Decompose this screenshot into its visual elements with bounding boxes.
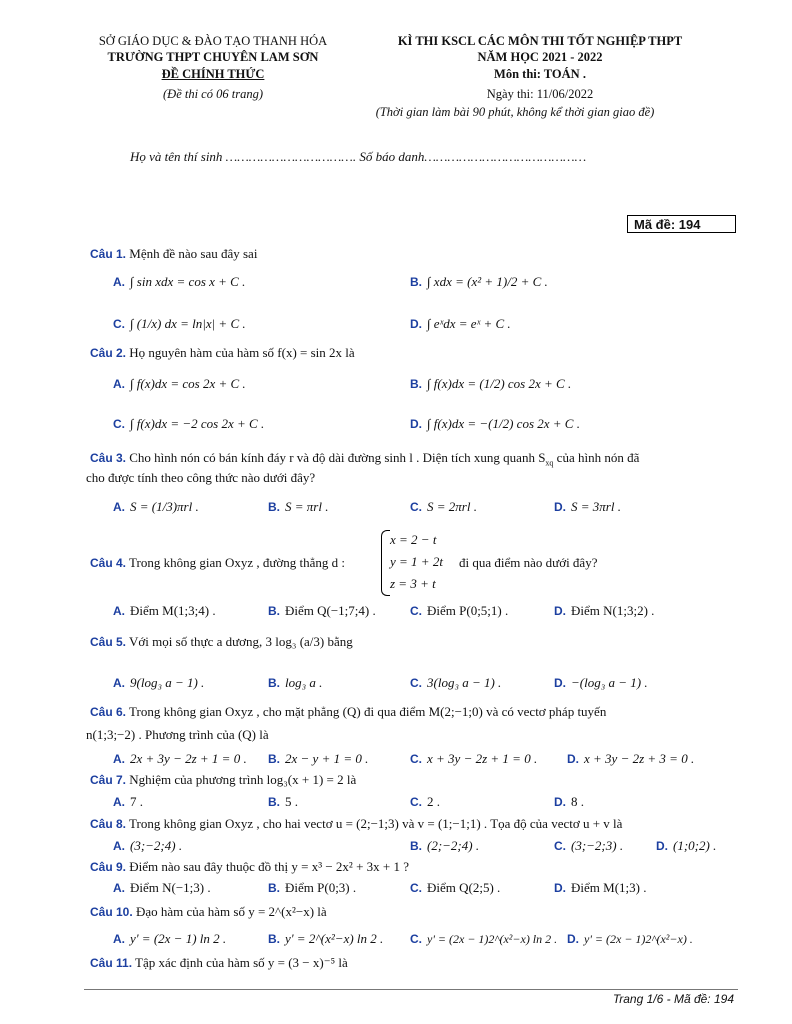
option-5a: A. 9(log₃ a − 1) . [113,675,205,690]
question-8: Câu 8. Trong không gian Oxyz , cho hai vectơ u = (2;−1;3) và v = (1;−1;1) . Tọa độ của vectơ u + v là [90,816,623,831]
option-10b: B. y' = 2^(x²−x) ln 2 . [268,931,384,946]
option-1a: A. ∫ sin xdx = cos x + C . [113,274,246,289]
option-6a: A. 2x + 3y − 2z + 1 = 0 . [113,751,247,766]
option-10a: A. y' = (2x − 1) ln 2 . [113,931,227,946]
exam-title: KÌ THI KSCL CÁC MÔN THI TỐT NGHIỆP THPT [397,34,683,48]
official-exam-label: ĐỀ CHÍNH THỨC [161,67,265,81]
option-1b: B. ∫ xdx = (x² + 1)/2 + C . [410,274,548,289]
option-10d: D. y' = (2x − 1)2^(x²−x) . [567,932,693,946]
option-4b: B. Điểm Q(−1;7;4) . [268,603,376,618]
option-2b: B. ∫ f(x)dx = (1/2) cos 2x + C . [410,376,572,391]
system-brace [381,530,390,596]
option-5d: D. −(log₃ a − 1) . [554,675,648,690]
page-count-note: (Đề thi có 06 trang) [163,87,263,101]
option-7b: B. 5 . [268,794,298,809]
option-8a: A. (3;−2;4) . [113,838,183,853]
question-6: Câu 6. Trong không gian Oxyz , cho mặt phẳng (Q) đi qua điểm M(2;−1;0) và có vectơ pháp tuyến [90,704,607,719]
question-text: Mệnh đề nào sau đây sai [129,246,258,261]
option-8c: C. (3;−2;3) . [554,838,624,853]
exam-date: Ngày thi: 11/06/2022 [486,87,594,101]
option-7d: D. 8 . [554,794,584,809]
question-1 [90,246,257,262]
question-11: Câu 11. Tập xác định của hàm số y = (3 − x)⁻⁵ là [90,955,348,970]
option-10c: C. y' = (2x − 1)2^(x²−x) ln 2 . [410,932,558,946]
option-4c: C. Điểm P(0;5;1) . [410,603,509,618]
option-4d: D. Điểm N(1;3;2) . [554,603,655,618]
subject: Môn thi: TOÁN . [494,67,586,81]
option-5b: B. log₃ a . [268,675,323,690]
school-name: TRƯỜNG THPT CHUYÊN LAM SƠN [107,50,319,64]
question-5: Câu 5. Với mọi số thực a dương, 3 log₃ (a/3) bằng [90,634,353,649]
page-footer: Trang 1/6 - Mã đề: 194 [612,992,734,1006]
question-9: Câu 9. Điểm nào sau đây thuộc đồ thị y = x³ − 2x² + 3x + 1 ? [90,859,410,874]
time-note: (Thời gian làm bài 90 phút, không kể thời gian giao đề) [375,105,655,119]
department-name: SỞ GIÁO DỤC & ĐÀO TẠO THANH HÓA [98,34,328,48]
question-3-line2: cho được tính theo công thức nào dưới đây? [86,470,316,485]
system-line-2: y = 1 + 2t [390,554,443,569]
option-2c: C. ∫ f(x)dx = −2 cos 2x + C . [113,416,265,431]
option-3a: A. S = (1/3)πrl . [113,499,199,514]
option-6c: C. x + 3y − 2z + 1 = 0 . [410,751,538,766]
option-2d: D. ∫ f(x)dx = −(1/2) cos 2x + C . [410,416,580,431]
question-6-line2: n(1;3;−2) . Phương trình của (Q) là [86,727,269,742]
system-line-1: x = 2 − t [390,532,437,547]
question-2: Câu 2. Họ nguyên hàm của hàm số f(x) = sin 2x là [90,345,355,360]
option-7a: A. 7 . [113,794,143,809]
question-7: Câu 7. Nghiệm của phương trình log₃(x + 1) = 2 là [90,772,357,787]
option-3c: C. S = 2πrl . [410,499,477,514]
option-6d: D. x + 3y − 2z + 3 = 0 . [567,751,695,766]
option-4a: A. Điểm M(1;3;4) . [113,603,216,618]
option-5c: C. 3(log₃ a − 1) . [410,675,502,690]
school-year: NĂM HỌC 2021 - 2022 [477,50,603,64]
option-7c: C. 2 . [410,794,440,809]
exam-code-box: Mã đề: 194 [627,215,736,233]
option-3d: D. S = 3πrl . [554,499,621,514]
question-10: Câu 10. Đạo hàm của hàm số y = 2^(x²−x) là [90,904,327,919]
footer-divider [84,989,738,990]
question-label: Câu 1. [90,247,127,261]
option-1c: C. ∫ (1/x) dx = ln|x| + C . [113,316,246,331]
option-9d: D. Điểm M(1;3) . [554,880,647,895]
option-1d: D. ∫ eˣdx = eˣ + C . [410,316,511,331]
option-9a: A. Điểm N(−1;3) . [113,880,211,895]
question-4: Câu 4. Trong không gian Oxyz , đường thẳng d : [90,555,346,570]
system-line-3: z = 3 + t [390,576,436,591]
option-2a: A. ∫ f(x)dx = cos 2x + C . [113,376,246,391]
option-8b: B. (2;−2;4) . [410,838,480,853]
option-8d: D. (1;0;2) . [656,838,717,853]
option-9b: B. Điểm P(0;3) . [268,880,357,895]
question-3: Câu 3. Cho hình nón có bán kính đáy r và độ dài đường sinh l . Diện tích xung quanh $S_{xq}$ của hình nón đã [90,450,640,468]
option-6b: B. 2x − y + 1 = 0 . [268,751,369,766]
option-9c: C. Điểm Q(2;5) . [410,880,501,895]
question-4-tail: đi qua điểm nào dưới đây? [459,555,598,570]
option-3b: B. S = πrl . [268,499,329,514]
student-info-line: Họ và tên thí sinh ……………………………. Số báo danh…………………………………… [130,149,587,164]
